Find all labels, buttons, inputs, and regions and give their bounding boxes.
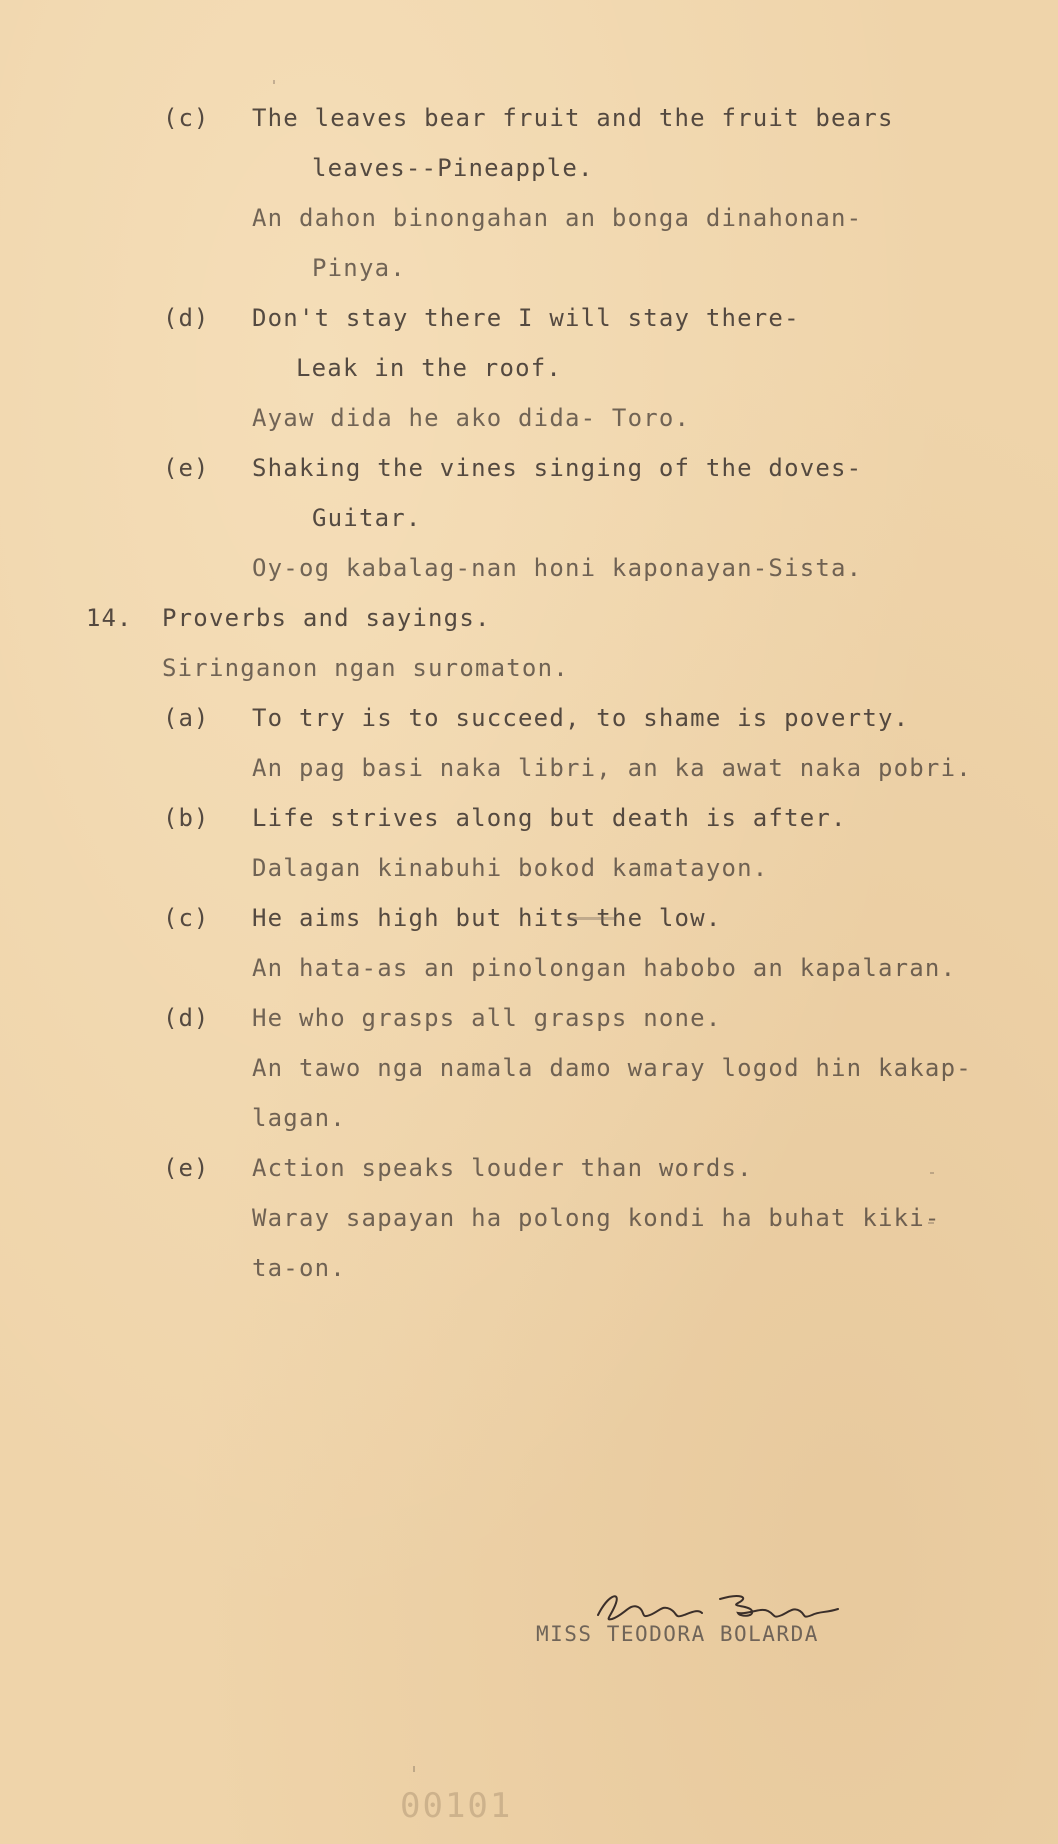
stray-mark <box>928 1222 934 1224</box>
proverb-a-label: (a) <box>163 704 210 732</box>
proverb-e-native-1: Waray sapayan ha polong kondi ha buhat kiki- <box>252 1204 941 1232</box>
proverb-a-english: To try is to succeed, to shame is poverty. <box>252 704 910 732</box>
proverb-c-label: (c) <box>163 904 210 932</box>
section-number: 14. <box>86 604 133 632</box>
proverb-c-native-1: An hata-as an pinolongan habobo an kapalaran. <box>252 954 957 982</box>
riddle-d-english-2: Leak in the roof. <box>296 354 563 382</box>
stray-mark <box>930 1172 934 1174</box>
proverb-d-label: (d) <box>163 1004 210 1032</box>
riddle-d-english-1: Don't stay there I will stay there- <box>252 304 800 332</box>
proverb-b-english: Life strives along but death is after. <box>252 804 847 832</box>
riddle-e-english-2: Guitar. <box>312 504 422 532</box>
proverb-e-english: Action speaks louder than words. <box>252 1154 753 1182</box>
riddle-e-english-1: Shaking the vines singing of the doves- <box>252 454 863 482</box>
typed-signature-name: MISS TEODORA BOLARDA <box>536 1622 819 1646</box>
proverb-d-native-1: An tawo nga namala damo waray logod hin kakap- <box>252 1054 972 1082</box>
proverb-d-native-2: lagan. <box>252 1104 346 1132</box>
proverb-e-label: (e) <box>163 1154 210 1182</box>
proverb-a-native-1: An pag basi naka libri, an ka awat naka pobri. <box>252 754 972 782</box>
stray-mark <box>273 80 275 84</box>
riddle-c-native-2: Pinya. <box>312 254 406 282</box>
proverb-b-native-1: Dalagan kinabuhi bokod kamatayon. <box>252 854 769 882</box>
riddle-c-native-1: An dahon binongahan an bonga dinahonan- <box>252 204 863 232</box>
riddle-c-english-1: The leaves bear fruit and the fruit bears <box>252 104 894 132</box>
strikethrough-mark <box>568 917 614 920</box>
handwritten-signature <box>590 1585 850 1627</box>
section-native-title: Siringanon ngan suromaton. <box>162 654 569 682</box>
proverb-b-label: (b) <box>163 804 210 832</box>
proverb-c-english: He aims high but hits the low. <box>252 904 722 932</box>
proverb-e-native-2: ta-on. <box>252 1254 346 1282</box>
riddle-c-label: (c) <box>163 104 210 132</box>
riddle-d-label: (d) <box>163 304 210 332</box>
stray-mark <box>413 1766 415 1772</box>
riddle-e-label: (e) <box>163 454 210 482</box>
proverb-d-english: He who grasps all grasps none. <box>252 1004 722 1032</box>
page-stamp-number: 00101 <box>400 1786 513 1826</box>
riddle-c-english-2: leaves--Pineapple. <box>312 154 594 182</box>
section-title: Proverbs and sayings. <box>162 604 491 632</box>
riddle-d-native-1: Ayaw dida he ako dida- Toro. <box>252 404 691 432</box>
riddle-e-native-1: Oy-og kabalag-nan honi kaponayan-Sista. <box>252 554 863 582</box>
